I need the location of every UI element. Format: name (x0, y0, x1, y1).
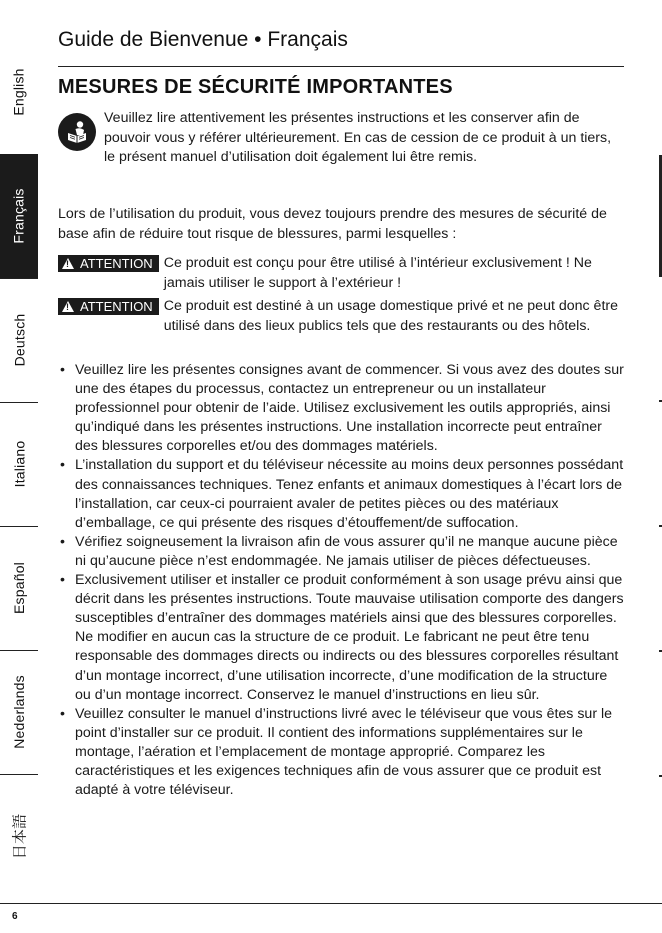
read-manual-icon (58, 113, 96, 151)
attention-badge: ! ATTENTION (58, 255, 159, 272)
list-item: • Veuillez lire les présentes consignes avant de commencer. Si vous avez des doutes sur une des étapes du processus, contactez un entrepreneur ou un installateur professionnel pour obtenir de l’aide. Utilisez exclusivement les outils appropriés, ainsi qu’indiqué dans les présentes instructions. Une installation incorrecte peut entraîner des blessures corporelles et/ou des dommages matériels. (58, 361, 626, 456)
list-item: • L’installation du support et du téléviseur nécessite au moins deux personnes possédant des connaissances techniques. Tenez enfants et animaux domestiques à l’écart lors de l’installation, car ceux-ci pourraient avaler de petites pièces ou des matériaux d’emballage, ce qui présente des risques d’étouffement/de suffocation. (58, 456, 626, 532)
page-number: 6 (12, 911, 18, 922)
list-item: • Exclusivement utiliser et installer ce produit conformément à son usage prévu ainsi que décrit dans les présentes instructions. Toute mauvaise utilisation comporte des dangers susceptibles d’entraîner des dommages matériels ainsi que des blessures corporelles. Ne modifier en aucun cas la structure de ce produit. Le fabricant ne peut être tenu responsable des dommages directs ou indirects ou des blessures corporelles résultant d’un montage incorrect, d’une utilisation incorrecte, d’une modification de la structure ou d’un montage incorrect. Conservez le manuel d’instructions en lieu sûr. (58, 571, 626, 705)
lead-paragraph: Lors de l’utilisation du produit, vous devez toujours prendre des mesures de sécurité de base afin de réduire tout risque de blessures, parmi lesquelles : (58, 206, 607, 242)
language-tab-francais[interactable]: Français (0, 154, 38, 279)
attention-badge: ! ATTENTION (58, 298, 159, 315)
guide-title: Guide de Bienvenue • Français (58, 28, 348, 51)
language-tab-espanol[interactable]: Español (0, 526, 38, 651)
safety-instructions-list (58, 361, 626, 800)
warning-triangle-icon (62, 301, 74, 312)
language-tab-japanese[interactable]: 日本語 (10, 813, 29, 859)
header-divider (58, 66, 624, 67)
list-item: • Veuillez consulter le manuel d’instructions livré avec le téléviseur que vous êtes sur le point d’installer sur ce produit. Il contient des informations supplémentaires sur le montage, l’aération et l’emplacement de montage approprié. Comparez les caractéristiques et les exigences techniques afin de vous assurer que ce produit est adapté à votre téléviseur. (58, 705, 626, 800)
language-tab-english[interactable]: English (0, 30, 38, 155)
section-title: MESURES DE SÉCURITÉ IMPORTANTES (58, 76, 453, 98)
intro-text: Veuillez lire attentivement les présentes instructions et les conserver afin de pouvoir vous y référer ultérieurement. En cas de cession de ce produit à un tiers, le présent manuel d’utilisation doit également lui être remis. (104, 110, 612, 165)
warning-triangle-icon (62, 258, 74, 269)
attention-text: Ce produit est conçu pour être utilisé à l’intérieur exclusivement ! Ne jamais utiliser le support à l’extérieur ! (163, 255, 592, 291)
attention-notice (58, 297, 624, 336)
language-tab-deutsch[interactable]: Deutsch (0, 278, 38, 403)
list-item: • Vérifiez soigneusement la livraison afin de vous assurer qu’il ne manque aucune pièce ni qu’aucune pièce n’est endommagée. Ne jamais utiliser de pièces défectueuses. (58, 533, 626, 571)
intro-block (58, 109, 624, 168)
language-tab-italiano[interactable]: Italiano (0, 402, 38, 527)
attention-text: Ce produit est destiné à un usage domestique privé et ne peut donc être utilisé dans des lieux publics tels que des restaurants ou des hôtels. (163, 298, 619, 334)
attention-notice (58, 254, 624, 293)
language-tab-nederlands[interactable]: Nederlands (0, 650, 38, 775)
footer-divider (0, 903, 662, 904)
